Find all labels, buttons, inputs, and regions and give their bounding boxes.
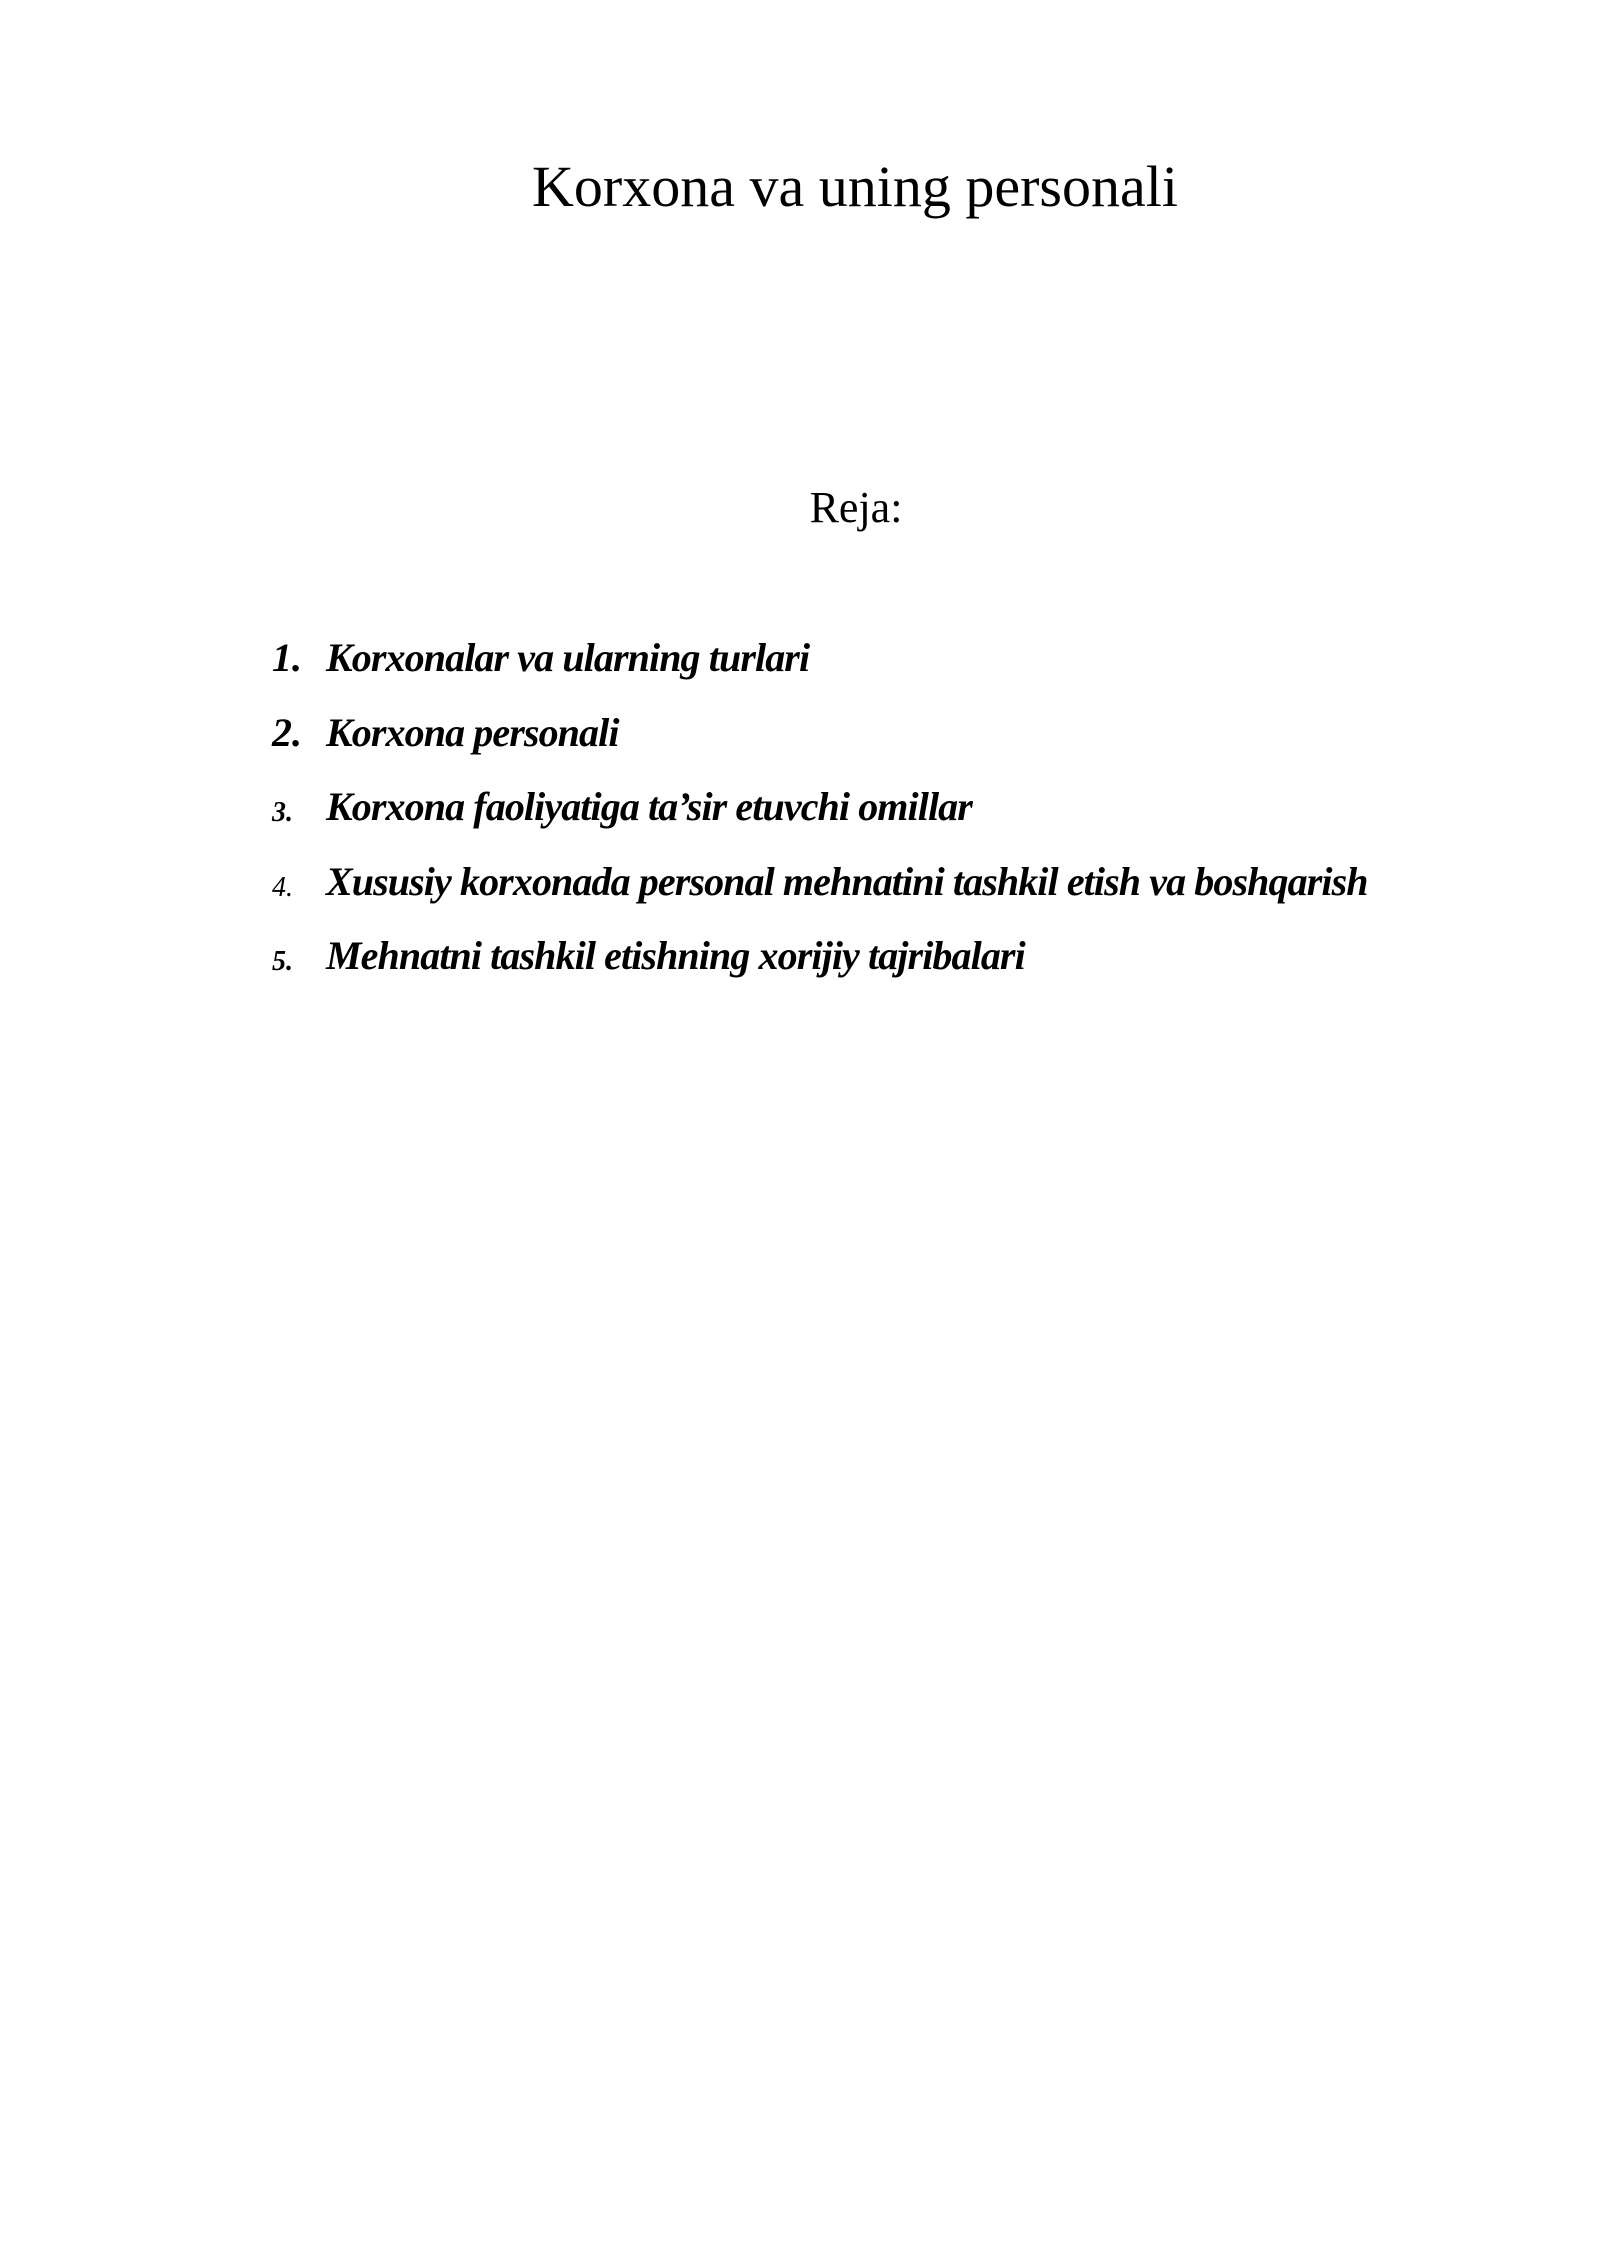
plan-list <box>272 628 1522 1001</box>
document-title: Korxona va uning personali <box>532 154 1178 219</box>
plan-heading: Reja: <box>809 483 903 532</box>
plan-item-1 <box>272 628 1522 703</box>
plan-item-4 <box>272 852 1522 927</box>
plan-item-3 <box>272 777 1522 852</box>
plan-item-text: Mehnatni tashkil etishning xorijiy tajribalari <box>326 933 1025 978</box>
plan-item-number: 5. <box>272 946 293 977</box>
plan-item-text: Xususiy korxonada personal mehnatini tashkil etish va boshqarish <box>326 858 1368 904</box>
plan-item-number: 3. <box>272 797 293 828</box>
plan-item-number: 1. <box>272 635 302 680</box>
plan-item-number: 2. <box>272 709 302 755</box>
plan-item-2 <box>272 703 1522 778</box>
plan-item-5 <box>272 926 1522 1001</box>
plan-item-text: Korxona faoliyatiga ta’sir etuvchi omillar <box>326 784 972 829</box>
plan-item-number: 4. <box>272 871 293 903</box>
plan-item-text: Korxona personali <box>326 709 619 755</box>
plan-item-text: Korxonalar va ularning turlari <box>326 635 810 680</box>
